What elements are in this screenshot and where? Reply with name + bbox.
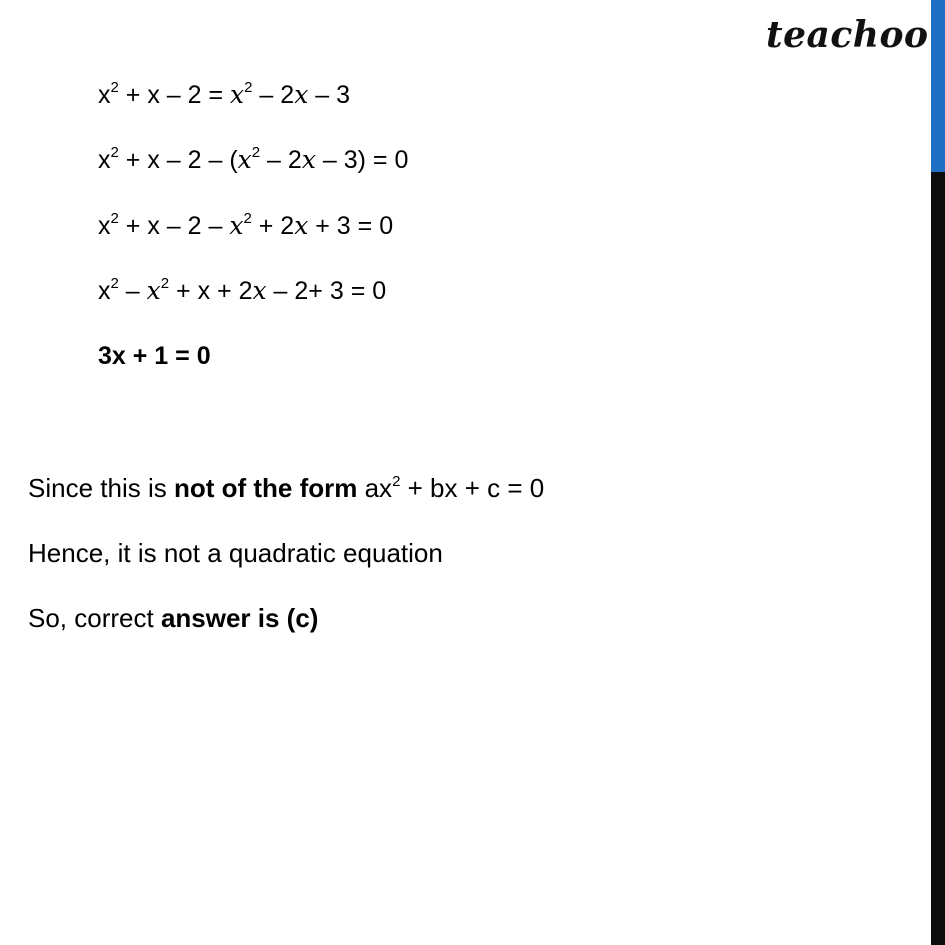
- text: So, correct: [28, 603, 161, 633]
- term: – 3) = 0: [315, 146, 409, 174]
- math-variable: 𝑥: [146, 276, 161, 305]
- result-text: 3x + 1 = 0: [98, 342, 211, 370]
- exponent: 2: [243, 210, 252, 227]
- math-variable: 𝑥: [237, 145, 252, 174]
- answer-emphasis: answer is (c): [160, 603, 319, 633]
- math-variable: 𝑥: [252, 276, 267, 305]
- term: – 2+ 3 = 0: [266, 277, 387, 305]
- term: + x + 2: [169, 277, 253, 305]
- emphasis: not of the form: [173, 473, 358, 503]
- conclusion-line-1: [28, 473, 544, 503]
- term: – 3: [308, 81, 350, 109]
- math-variable: 𝑥: [301, 145, 316, 174]
- term: + 3 = 0: [308, 212, 394, 240]
- term: + x – 2 –: [118, 212, 230, 240]
- term: x: [98, 277, 111, 305]
- math-variable: 𝑥: [229, 211, 244, 240]
- text: Since this is: [28, 473, 174, 503]
- exponent: 2: [160, 275, 170, 292]
- exponent: 2: [110, 275, 119, 292]
- equation-step-1: [98, 80, 350, 110]
- equation-result: [98, 341, 211, 371]
- exponent: 2: [110, 79, 119, 96]
- conclusion-line-3: [28, 603, 318, 633]
- term: x: [98, 146, 111, 174]
- teachoo-logo: teachoo: [766, 14, 929, 56]
- sidebar-accent: [931, 0, 945, 172]
- equation-step-3: [98, 211, 393, 241]
- term: x: [98, 212, 111, 240]
- equation-step-4: [98, 276, 386, 306]
- exponent: 2: [251, 144, 261, 161]
- math-variable: 𝑥: [230, 80, 245, 109]
- term: + x – 2 =: [118, 81, 231, 109]
- text: + bx + c = 0: [400, 473, 545, 503]
- exponent: 2: [244, 79, 253, 96]
- exponent: 2: [392, 473, 401, 490]
- equation-step-2: [98, 145, 408, 175]
- term: x: [98, 81, 111, 109]
- conclusion-line-2: [28, 538, 443, 568]
- math-variable: 𝑥: [294, 80, 309, 109]
- term: – 2: [252, 81, 295, 109]
- right-sidebar-bar: [931, 0, 945, 945]
- term: + x – 2 – (: [118, 146, 238, 174]
- text: ax: [357, 473, 393, 503]
- text: Hence, it is not a quadratic equation: [28, 538, 443, 568]
- exponent: 2: [110, 144, 119, 161]
- math-variable: 𝑥: [294, 211, 309, 240]
- term: + 2: [251, 212, 295, 240]
- term: –: [118, 277, 147, 305]
- term: – 2: [260, 146, 302, 174]
- exponent: 2: [110, 210, 119, 227]
